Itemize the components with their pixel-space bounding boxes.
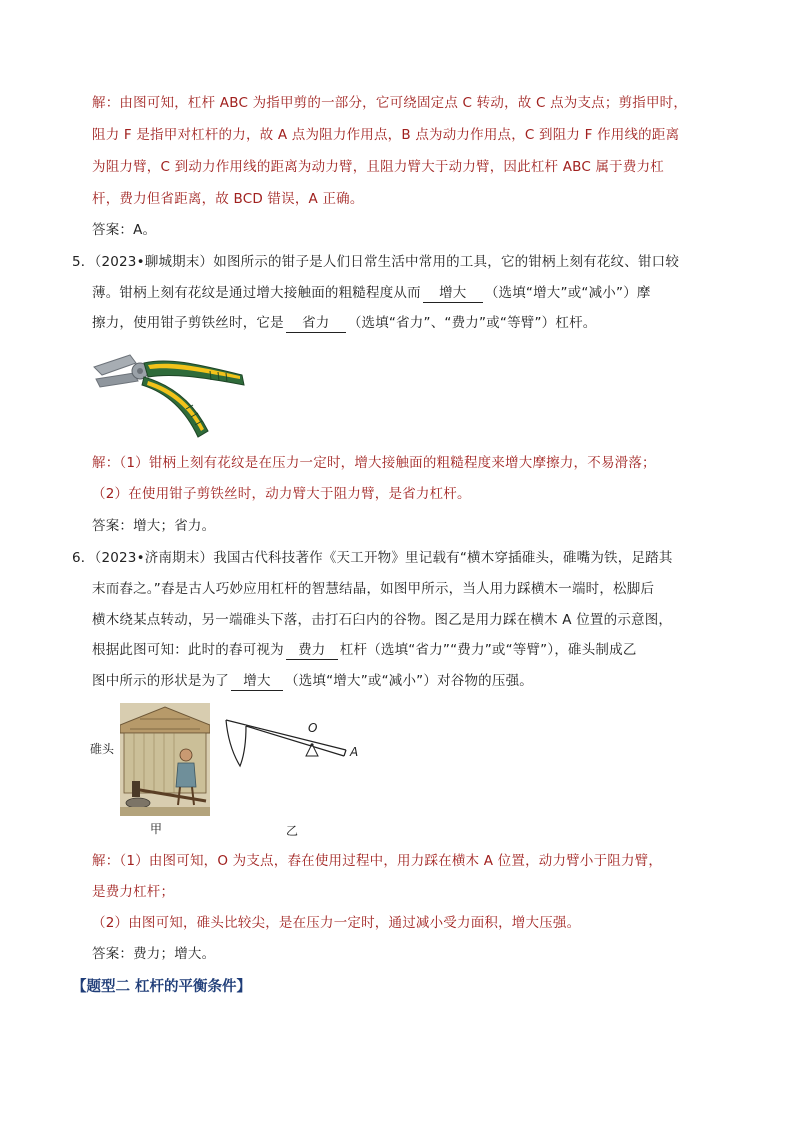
label-pestle-head: 碓头 <box>90 742 115 756</box>
q5-explanation-line-1: 解：（1）钳柄上刻有花纹是在压力一定时，增大接触面的粗糙程度来增大摩擦力，不易滑落； <box>92 455 656 471</box>
q5-text: 薄。钳柄上刻有花纹是通过增大接触面的粗糙程度从而 <box>92 285 421 301</box>
q4-explanation-line-4: 杆，费力但省距离，故 BCD 错误，A 正确。 <box>92 191 364 207</box>
q5-question-line-1: 5．（2023•聊城期末）如图所示的钳子是人们日常生活中常用的工具，它的钳柄上刻有花纹、钳口较 <box>72 254 680 270</box>
q6-explanation-line-1: 解：（1）由图可知，O 为支点，舂在使用过程中，用力踩在横木 A 位置，动力臂小于阻力臂， <box>92 853 663 869</box>
pestle-illustration-jia <box>120 703 210 816</box>
q6-text: 杠杆（选填“省力”“费力”或“等臂”），碓头制成乙 <box>339 642 637 658</box>
q6-question-line-2: 末而舂之。”舂是古人巧妙应用杠杆的智慧结晶，如图甲所示，当人用力踩横木一端时，松脚后 <box>92 581 655 597</box>
q4-explanation-line-1: 解：由图可知，杠杆 ABC 为指甲剪的一部分，它可绕固定点 C 转动，故 C 点为支点；剪指甲时， <box>92 95 688 111</box>
q5-answer-blank-2: 省力 <box>286 315 346 333</box>
q6-answer: 答案：费力；增大。 <box>92 946 216 962</box>
label-point-o: O <box>308 721 318 735</box>
lever-diagram-yi <box>222 712 352 792</box>
q4-answer: 答案：A。 <box>92 222 157 238</box>
q6-question-line-5 <box>92 671 533 691</box>
q5-text: （选填“增大”或“减小”）摩 <box>484 285 651 301</box>
q6-explanation-line-2: 是费力杠杆； <box>92 884 175 900</box>
q4-explanation-line-3: 为阻力臂，C 到动力作用线的距离为动力臂，且阻力臂大于动力臂，因此杠杆 ABC 属于费力杠 <box>92 159 664 175</box>
q6-text: （选填“增大”或“减小”）对谷物的压强。 <box>285 673 533 689</box>
q5-question-line-3 <box>92 313 596 333</box>
pliers-illustration <box>90 345 250 445</box>
q5-answer-blank-1: 增大 <box>423 285 483 303</box>
section-heading: 【题型二 杠杆的平衡条件】 <box>72 978 252 995</box>
q5-text: 擦力，使用钳子剪铁丝时，它是 <box>92 315 284 331</box>
q6-text: 图中所示的形状是为了 <box>92 673 229 689</box>
q4-explanation-line-2: 阻力 F 是指甲对杠杆的力，故 A 点为阻力作用点，B 点为动力作用点，C 到阻力 F 作用线的距离 <box>92 127 680 143</box>
q6-text: 根据此图可知：此时的舂可视为 <box>92 642 284 658</box>
q5-answer: 答案：增大；省力。 <box>92 518 216 534</box>
q6-answer-blank-2: 增大 <box>231 673 283 691</box>
label-point-a: A <box>350 745 359 759</box>
q6-question-line-3: 横木绕某点转动，另一端碓头下落，击打石臼内的谷物。图乙是用力踩在横木 A 位置的示意图， <box>92 612 673 628</box>
label-figure-yi: 乙 <box>286 824 299 838</box>
q5-explanation-line-2: （2）在使用钳子剪铁丝时，动力臂大于阻力臂，是省力杠杆。 <box>92 486 471 502</box>
q5-text: （选填“省力”、“费力”或“等臂”）杠杆。 <box>347 315 597 331</box>
q6-question-line-4 <box>92 640 637 660</box>
label-figure-jia: 甲 <box>150 822 163 836</box>
q6-explanation-line-3: （2）由图可知，碓头比较尖，是在压力一定时，通过减小受力面积，增大压强。 <box>92 915 581 931</box>
q5-question-line-2 <box>92 283 651 303</box>
q6-question-line-1: 6．（2023•济南期末）我国古代科技著作《天工开物》里记载有“横木穿插碓头，碓嘴为铁，足踏其 <box>72 550 673 566</box>
q6-answer-blank-1: 费力 <box>286 642 338 660</box>
